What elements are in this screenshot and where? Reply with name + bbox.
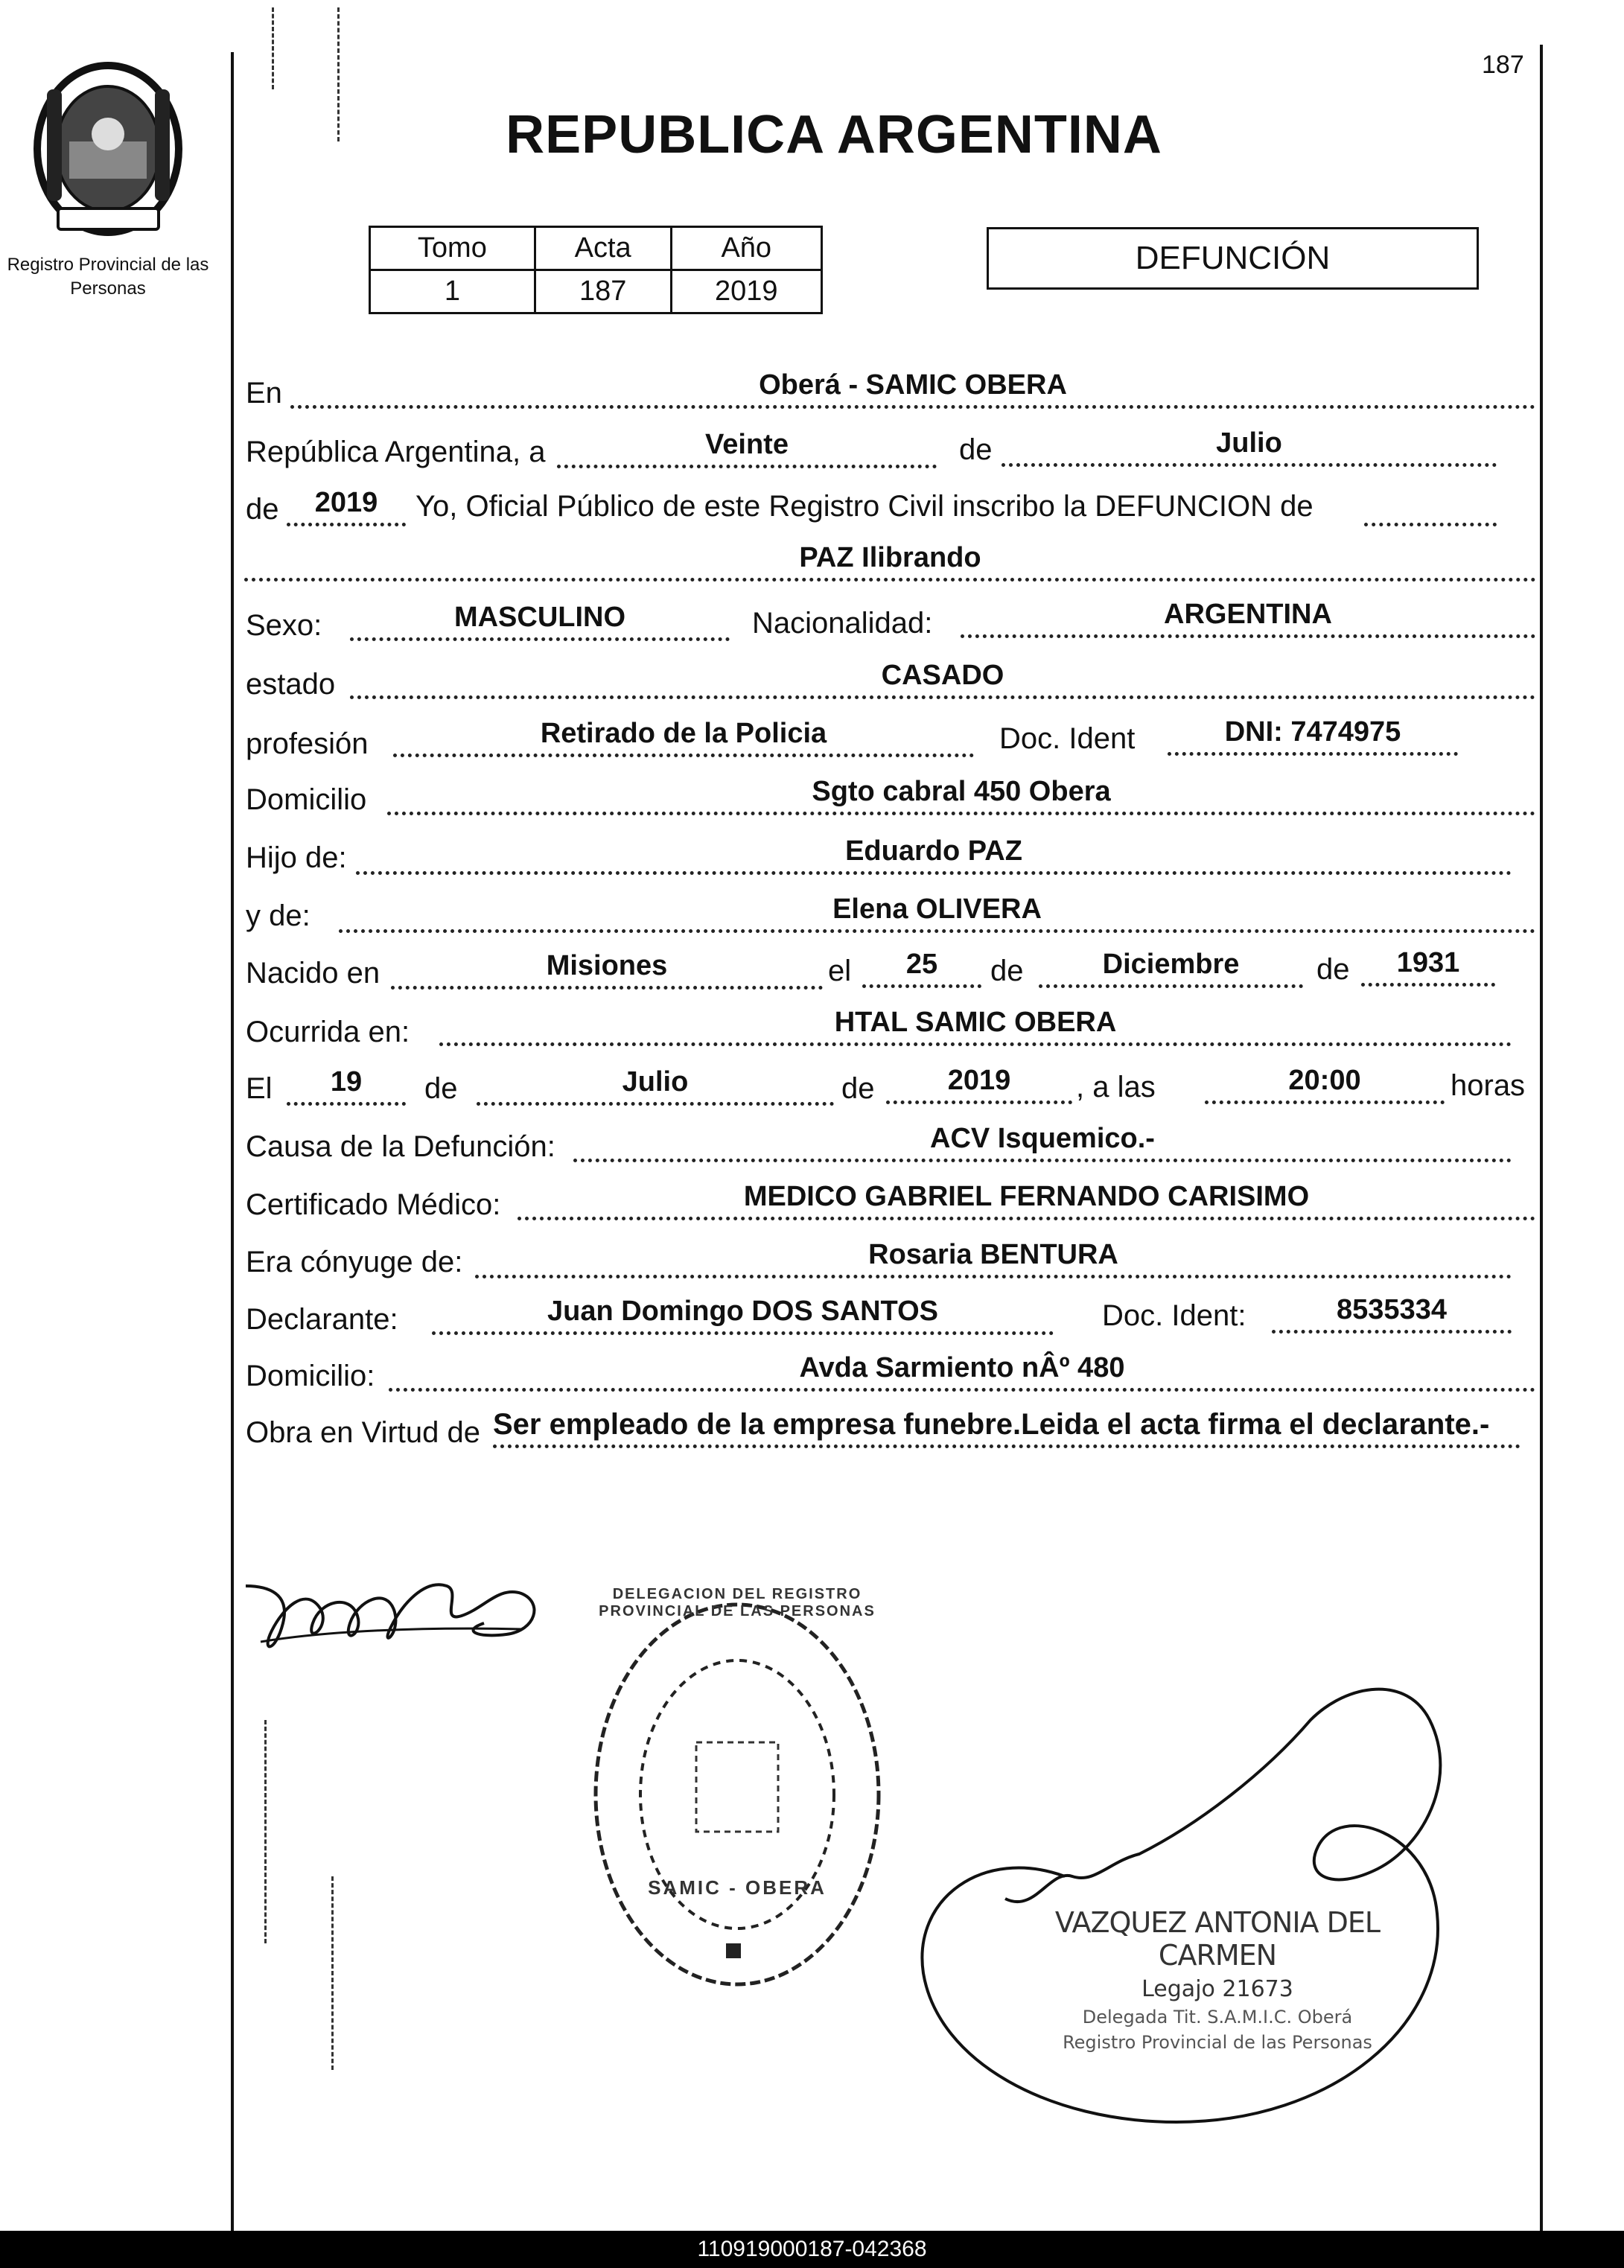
footer-barcode-text: 110919000187-042368: [0, 2231, 1624, 2268]
label-de-5: de: [424, 1072, 458, 1105]
field-nac-mes: Diciembre: [1039, 947, 1303, 988]
label-doc-ident: Doc. Ident: [999, 722, 1136, 755]
header-tomo: Tomo: [370, 227, 535, 270]
label-a-las: , a las: [1076, 1071, 1156, 1103]
page-number: 187: [1482, 51, 1524, 79]
field-estado: CASADO: [350, 658, 1535, 699]
field-def-hora: 20:00: [1205, 1063, 1445, 1104]
official-cargo: Delegada Tit. S.A.M.I.C. Oberá: [1082, 2007, 1353, 2027]
left-margin-rule: [231, 52, 234, 2231]
table-value-row: [370, 270, 822, 313]
label-estado: estado: [246, 668, 336, 701]
label-el: el: [828, 955, 852, 987]
label-y-de: y de:: [246, 899, 311, 932]
label-conyuge: Era cónyuge de:: [246, 1246, 463, 1278]
label-de-1: de: [959, 433, 993, 466]
field-sexo: MASCULINO: [350, 600, 730, 641]
field-causa: ACV Isquemico.-: [573, 1121, 1512, 1162]
registry-label: Registro Provincial de las Personas: [7, 255, 209, 299]
field-declarante: Juan Domingo DOS SANTOS: [432, 1294, 1054, 1335]
field-nacido-en: Misiones: [391, 949, 823, 990]
field-def-mes: Julio: [477, 1065, 834, 1106]
field-domicilio: Sgto cabral 450 Obera: [387, 774, 1535, 815]
label-horas: horas: [1451, 1069, 1526, 1102]
value-anio: 2019: [671, 270, 821, 313]
document-title: REPUBLICA ARGENTINA: [506, 105, 1162, 165]
fold-mark-bottom-2: [331, 1876, 334, 2070]
field-nombre-start: [1364, 485, 1497, 526]
declarant-signature: [238, 1541, 558, 1675]
field-doc-ident: DNI: 7474975: [1168, 715, 1458, 756]
value-tomo: 1: [370, 270, 535, 313]
act-type-box: DEFUNCIÓN: [987, 227, 1479, 290]
label-doc-ident-2: Doc. Ident:: [1102, 1299, 1246, 1332]
field-def-dia: 19: [287, 1065, 406, 1106]
official-legajo: Legajo 21673: [1141, 1976, 1293, 2002]
field-certificado: MEDICO GABRIEL FERNANDO CARISIMO: [518, 1179, 1535, 1220]
header-anio: Año: [671, 227, 821, 270]
table-header-row: [370, 227, 822, 270]
label-obra-en-virtud: Obra en Virtud de: [246, 1416, 481, 1449]
stamp-text: DELEGACION DEL REGISTRO PROVINCIAL DE LAS PERSONAS: [599, 1586, 876, 1619]
field-nac-dia: 25: [862, 947, 981, 988]
label-republica-a: República Argentina, a: [246, 436, 546, 468]
field-madre: Elena OLIVERA: [339, 892, 1535, 933]
label-sexo: Sexo:: [246, 609, 322, 642]
label-en: En: [246, 377, 282, 410]
field-profesion: Retirado de la Policia: [393, 716, 974, 757]
value-acta: 187: [535, 270, 671, 313]
field-anio: 2019: [287, 485, 406, 526]
official-registro: Registro Provincial de las Personas: [1063, 2032, 1372, 2053]
official-name: VAZQUEZ ANTONIA DEL CARMEN: [1054, 1906, 1381, 1972]
label-yo-oficial: Yo, Oficial Público de este Registro Civil inscribo la DEFUNCION de: [415, 490, 1313, 523]
field-def-anio: 2019: [886, 1063, 1072, 1104]
label-de-4: de: [1316, 953, 1350, 986]
province-crest-logo: [28, 60, 188, 242]
label-nacido-en: Nacido en: [246, 957, 380, 990]
field-nombre: PAZ Ilibrando: [244, 541, 1536, 582]
label-ocurrida-en: Ocurrida en:: [246, 1016, 410, 1048]
label-domicilio-2: Domicilio:: [246, 1360, 375, 1392]
field-declarante-domicilio: Avda Sarmiento nÂº 480: [389, 1351, 1535, 1392]
field-mes: Julio: [1002, 426, 1497, 467]
label-declarante: Declarante:: [246, 1303, 398, 1336]
right-margin-rule: [1540, 45, 1543, 2231]
field-declarante-doc: 8535334: [1272, 1293, 1512, 1334]
label-el-cap: El: [246, 1072, 273, 1105]
label-hijo-de: Hijo de:: [246, 841, 347, 874]
label-de-6: de: [841, 1072, 875, 1105]
header-acta: Acta: [535, 227, 671, 270]
signature-block: [1009, 1906, 1426, 2053]
official-stamp: [581, 1586, 894, 2003]
field-lugar: Oberá - SAMIC OBERA: [290, 368, 1535, 409]
label-domicilio: Domicilio: [246, 783, 367, 816]
fold-mark-bottom-1: [264, 1720, 267, 1943]
label-de-3: de: [990, 955, 1024, 987]
label-nacionalidad: Nacionalidad:: [752, 607, 933, 640]
field-dia-texto: Veinte: [557, 427, 937, 468]
field-nac-anio: 1931: [1361, 946, 1495, 987]
label-certificado: Certificado Médico:: [246, 1188, 501, 1221]
field-conyuge: Rosaria BENTURA: [475, 1237, 1512, 1278]
field-nacionalidad: ARGENTINA: [961, 597, 1535, 638]
field-obra-en-virtud: Ser empleado de la empresa funebre.Leida el acta firma el declarante.-: [493, 1407, 1520, 1448]
tomo-acta-anio-table: [369, 226, 823, 314]
label-profesion: profesión: [246, 727, 369, 760]
label-causa: Causa de la Defunción:: [246, 1130, 555, 1163]
fold-mark-top-1: [272, 7, 274, 89]
field-ocurrida-en: HTAL SAMIC OBERA: [439, 1005, 1512, 1046]
stamp-inner-text: SAMIC - OBERA: [648, 1876, 827, 1899]
label-de-2: de: [246, 493, 279, 526]
field-padre: Eduardo PAZ: [356, 834, 1512, 875]
